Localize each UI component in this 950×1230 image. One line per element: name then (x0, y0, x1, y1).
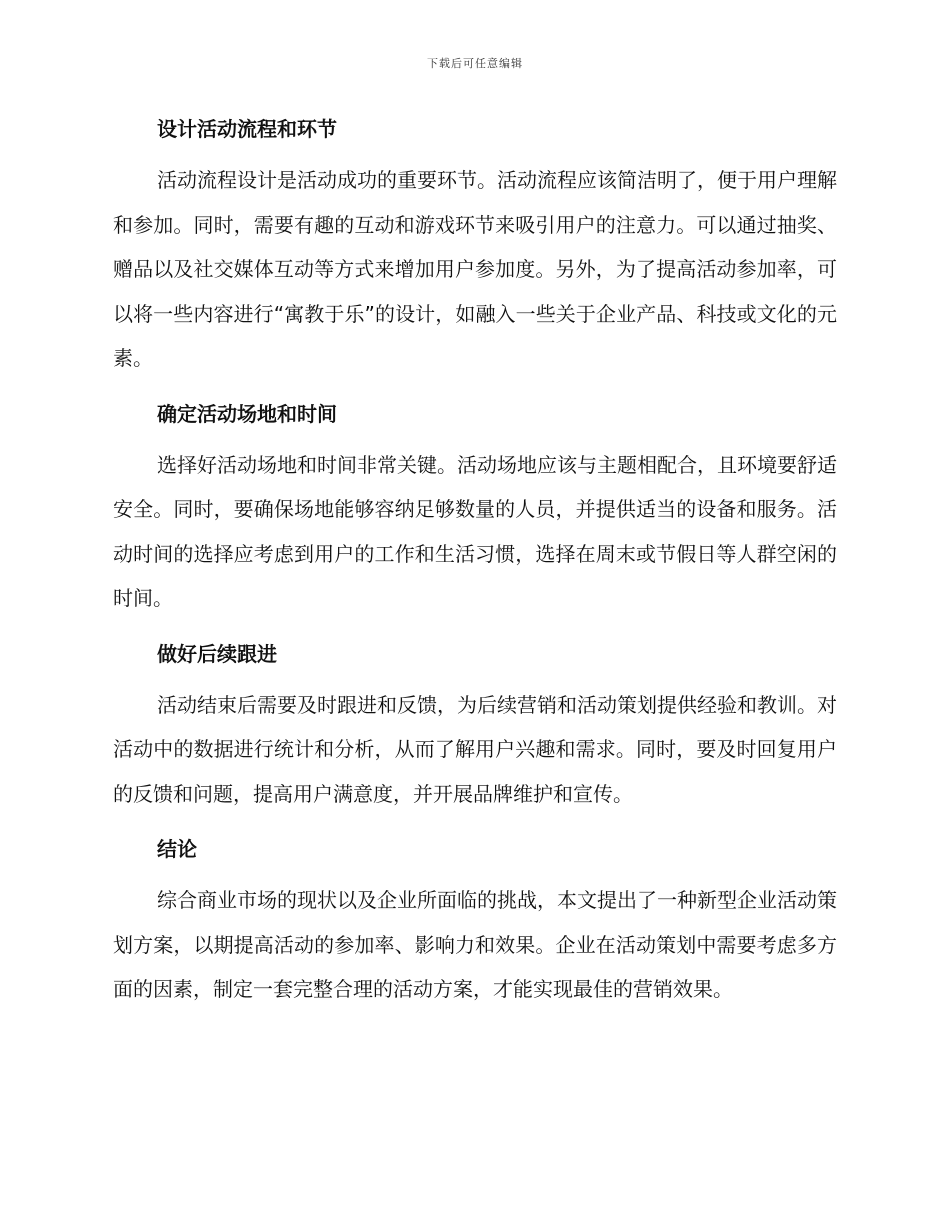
section-heading: 确定活动场地和时间 (157, 401, 337, 426)
document-body (113, 112, 837, 1028)
section-paragraph: 选择好活动场地和时间非常关键。活动场地应该与主题相配合，且环境要舒适安全。同时，要确保场地能够容纳足够数量的人员，并提供适当的设备和服务。活动时间的选择应考虑到用户的工作和生活习惯，选择在周末或节假日等人群空闲的时间。 (113, 452, 837, 610)
section-conclusion (113, 832, 837, 1012)
section-paragraph: 活动结束后需要及时跟进和反馈，为后续营销和活动策划提供经验和教训。对活动中的数据进行统计和分析，从而了解用户兴趣和需求。同时，要及时回复用户的反馈和问题，提高用户满意度，并开展品牌维护和宣传。 (113, 692, 837, 806)
section-heading: 结论 (157, 837, 197, 861)
section-activity-flow (113, 112, 837, 381)
section-paragraph: 综合商业市场的现状以及企业所面临的挑战，本文提出了一种新型企业活动策划方案，以期提高活动的参加率、影响力和效果。企业在活动策划中需要考虑多方面的因素，制定一套完整合理的活动方案，才能实现最佳的营销效果。 (113, 888, 837, 1001)
section-heading: 设计活动流程和环节 (157, 117, 337, 141)
section-heading: 做好后续跟进 (157, 641, 277, 666)
section-paragraph: 活动流程设计是活动成功的重要环节。活动流程应该简洁明了，便于用户理解和参加。同时，需要有趣的互动和游戏环节来吸引用户的注意力。可以通过抽奖、赠品以及社交媒体互动等方式来增加用户参加度。另外，为了提高活动参加率，可以将一些内容进行“寓教于乐”的设计，如融入一些关于企业产品、科技或文化的元素。 (113, 168, 837, 370)
page-header: 下载后可任意编辑 (427, 57, 523, 70)
section-follow-up (113, 637, 837, 817)
section-venue-time (113, 397, 837, 621)
